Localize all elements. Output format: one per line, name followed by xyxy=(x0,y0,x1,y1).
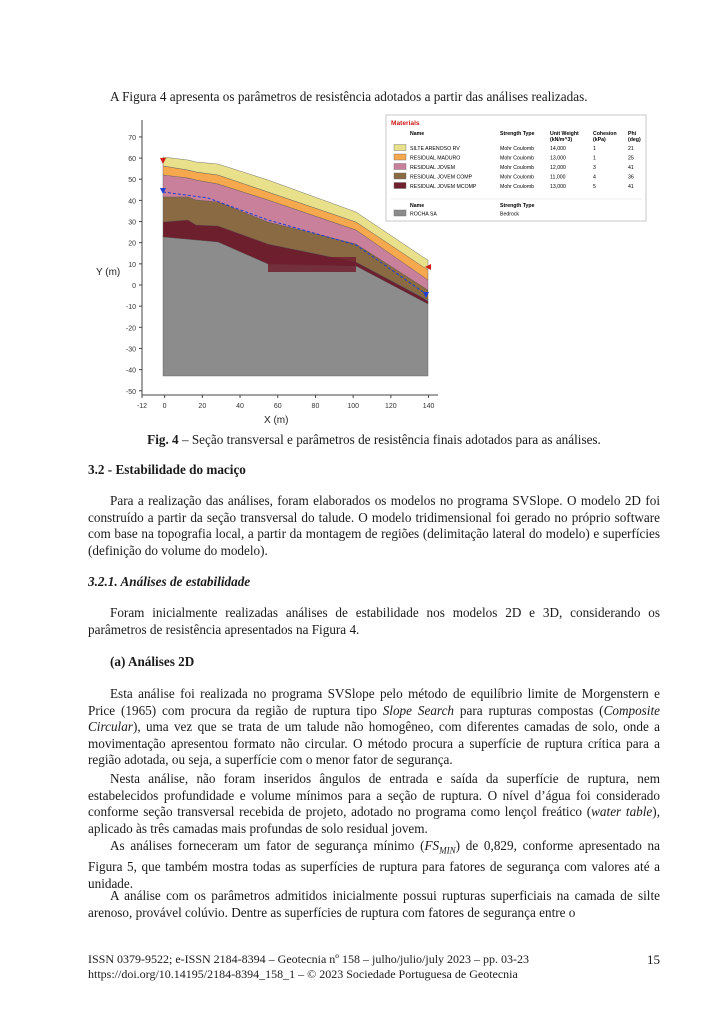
y-tick-label: 60 xyxy=(128,156,136,164)
legend-cell: 36 xyxy=(628,174,634,181)
legend-cell: 1 xyxy=(593,155,596,162)
caption-label: Fig. 4 xyxy=(147,432,179,447)
legend-cell: RESIDUAL MADURO xyxy=(410,155,461,162)
legend-cell: 11,000 xyxy=(550,174,566,181)
legend-cell: RESIDUAL JOVEM COMP xyxy=(410,174,473,181)
section-3-2-1-paragraph: Foram inicialmente realizadas análises de estabilidade nos modelos 2D e 3D, considerando os parâmetros de resistência apresentados na Figura 4. xyxy=(88,605,660,637)
subsection-a-title: (a) Análises 2D xyxy=(110,654,195,669)
section-3-2-1-title: 3.2.1. Análises de estabilidade xyxy=(88,574,251,589)
legend2-head-name: Name xyxy=(410,203,425,209)
legend-cell: 21 xyxy=(628,146,634,152)
x-tick-label: 40 xyxy=(236,403,244,410)
y-axis-label: Y (m) xyxy=(96,267,121,278)
legend-cell: Mohr Coulomb xyxy=(500,174,535,181)
x-tick-label: -12 xyxy=(136,403,148,410)
legend-swatch xyxy=(394,164,406,170)
section-3-2-title: 3.2 - Estabilidade do maciço xyxy=(88,462,246,477)
section-3-2-paragraph: Para a realização das análises, foram elaborados os modelos no programa SVSlope. O modelo 2D foi construído a partir da seção transversal do talude. O modelo tridimensional foi gerado no próprio software com base na topografia local, a partir da montagem de regiões (delimitação lateral do modelo) e superfícies (definição do volume do modelo). xyxy=(88,493,660,558)
paragraph-a1: Esta análise foi realizada no programa SVSlope pelo método de equilíbrio limite de Morgenstern e Price (1965) com procura da região de ruptura tipo Slope Search para rupturas compostas (Composite Circular), uma vez que se trata de um talude não homogêneo, com diferentes camadas de solo, onde a movimentação apresentou formato não circular. O método procura a superfície de ruptura crítica para a região adotada, ou seja, a superfície com o menor fator de segurança. xyxy=(88,686,660,767)
legend-cell: Mohr Coulomb xyxy=(500,165,535,171)
svg-text:(kN/m^3): (kN/m^3) xyxy=(550,137,573,143)
legend-cell: SILTE ARENOSO RV xyxy=(410,146,460,152)
y-tick-label: 10 xyxy=(128,261,136,269)
y-tick-label: -10 xyxy=(125,304,136,312)
y-tick-label: 20 xyxy=(128,240,136,248)
x-tick-label: 140 xyxy=(422,403,435,410)
dark-block xyxy=(268,257,356,272)
legend2-row-type: Bedrock xyxy=(500,211,520,218)
legend-head-type: Strength Type xyxy=(500,131,535,137)
cross-section-chart xyxy=(88,112,660,430)
x-tick-label: 100 xyxy=(347,403,360,410)
x-tick-label: 0 xyxy=(162,403,167,410)
paragraph-a4: A análise com os parâmetros admitidos inicialmente possui rupturas superficiais na camada de silte arenoso, provável colúvio. Dentre as superfícies de ruptura com fatores de segurança entre o xyxy=(88,888,660,920)
legend-title: Materials xyxy=(391,120,420,127)
x-tick-label: 120 xyxy=(385,403,397,410)
legend-cell: 14,000 xyxy=(550,146,566,152)
y-tick-label: 30 xyxy=(128,219,136,227)
x-tick-label: 60 xyxy=(273,403,282,410)
figure-4 xyxy=(88,112,660,430)
page-number: 15 xyxy=(647,952,660,967)
legend-swatch-rocha xyxy=(394,210,406,216)
x-tick-label: 80 xyxy=(311,403,320,410)
y-tick-label: 0 xyxy=(132,283,136,290)
svg-text:(deg): (deg) xyxy=(628,137,641,143)
legend-cell: Mohr Coulomb xyxy=(500,184,535,190)
legend-swatch xyxy=(394,154,406,160)
y-tick-label: 40 xyxy=(128,198,136,206)
paragraph-a2: Nesta análise, não foram inseridos ângulos de entrada e saída da superfície de ruptura, nem estabelecidos profundidade e volume mínimos para a seção de ruptura. O nível d’água foi considerado conforme seção transversal recebida de projeto, adotado no programa como lençol freático (water table), aplicado às três camadas mais profundas de solo residual jovem. xyxy=(88,771,660,836)
legend-head-c: Cohesion xyxy=(593,131,617,137)
legend-head-uw: Unit Weight xyxy=(550,131,579,137)
caption-text: – Seção transversal e parâmetros de resistência finais adotados para as análises. xyxy=(178,432,601,447)
legend-cell: 41 xyxy=(628,165,634,171)
footer-doi: https://doi.org/10.14195/2184-8394_158_1 – © 2023 Sociedade Portuguesa de Geotecnia xyxy=(88,967,518,981)
paragraph-a3: As análises forneceram um fator de segurança mínimo $(FS_{MIN})$ de 0,829, conforme apresentado na Figura 5, que também mostra todas as superfícies de ruptura para fatores de segurança com valores até a unidade. xyxy=(88,838,660,891)
svg-text:(kPa): (kPa) xyxy=(593,137,606,143)
legend-cell: RESIDUAL JOVEM xyxy=(410,165,456,171)
legend2-row-name: ROCHA SA xyxy=(410,211,437,218)
x-axis-label: X (m) xyxy=(264,415,289,426)
y-tick-label: 70 xyxy=(128,134,136,142)
legend-cell: 1 xyxy=(593,146,596,152)
legend-cell: Mohr Coulomb xyxy=(500,146,535,152)
legend-head-phi: Phi xyxy=(628,131,637,137)
legend-head-name: Name xyxy=(410,131,425,137)
legend-cell: 12,000 xyxy=(550,165,566,171)
y-tick-label: 50 xyxy=(128,177,136,185)
legend-cell: 41 xyxy=(628,184,634,190)
figure-caption xyxy=(88,432,660,448)
y-tick-label: -30 xyxy=(125,346,136,354)
y-tick-label: -50 xyxy=(125,388,136,396)
legend-cell: 13,000 xyxy=(550,155,566,162)
y-tick-label: -20 xyxy=(125,325,136,333)
legend-cell: 4 xyxy=(593,174,596,181)
legend-cell: Mohr Coulomb xyxy=(500,155,535,162)
legend-cell: 3 xyxy=(593,165,596,171)
legend-cell: 25 xyxy=(628,155,634,162)
legend-cell: 13,000 xyxy=(550,184,566,190)
legend2-head-type: Strength Type xyxy=(500,203,535,209)
intro-paragraph: A Figura 4 apresenta os parâmetros de resistência adotados a partir das análises realizadas. xyxy=(110,89,588,104)
legend-swatch xyxy=(394,145,406,151)
footer-issn: ISSN 0379-9522; e-ISSN 2184-8394 – Geotecnia nº 158 – julho/julio/july 2023 – pp. 03-23 xyxy=(88,952,530,966)
y-tick-label: -40 xyxy=(125,367,136,375)
legend-cell: 5 xyxy=(593,184,596,190)
legend-cell: RESIDUAL JOVEM MCOMP xyxy=(410,184,477,190)
legend-swatch xyxy=(394,183,406,189)
materials-legend xyxy=(386,115,646,221)
legend-swatch xyxy=(394,173,406,179)
x-tick-label: 20 xyxy=(198,403,207,410)
